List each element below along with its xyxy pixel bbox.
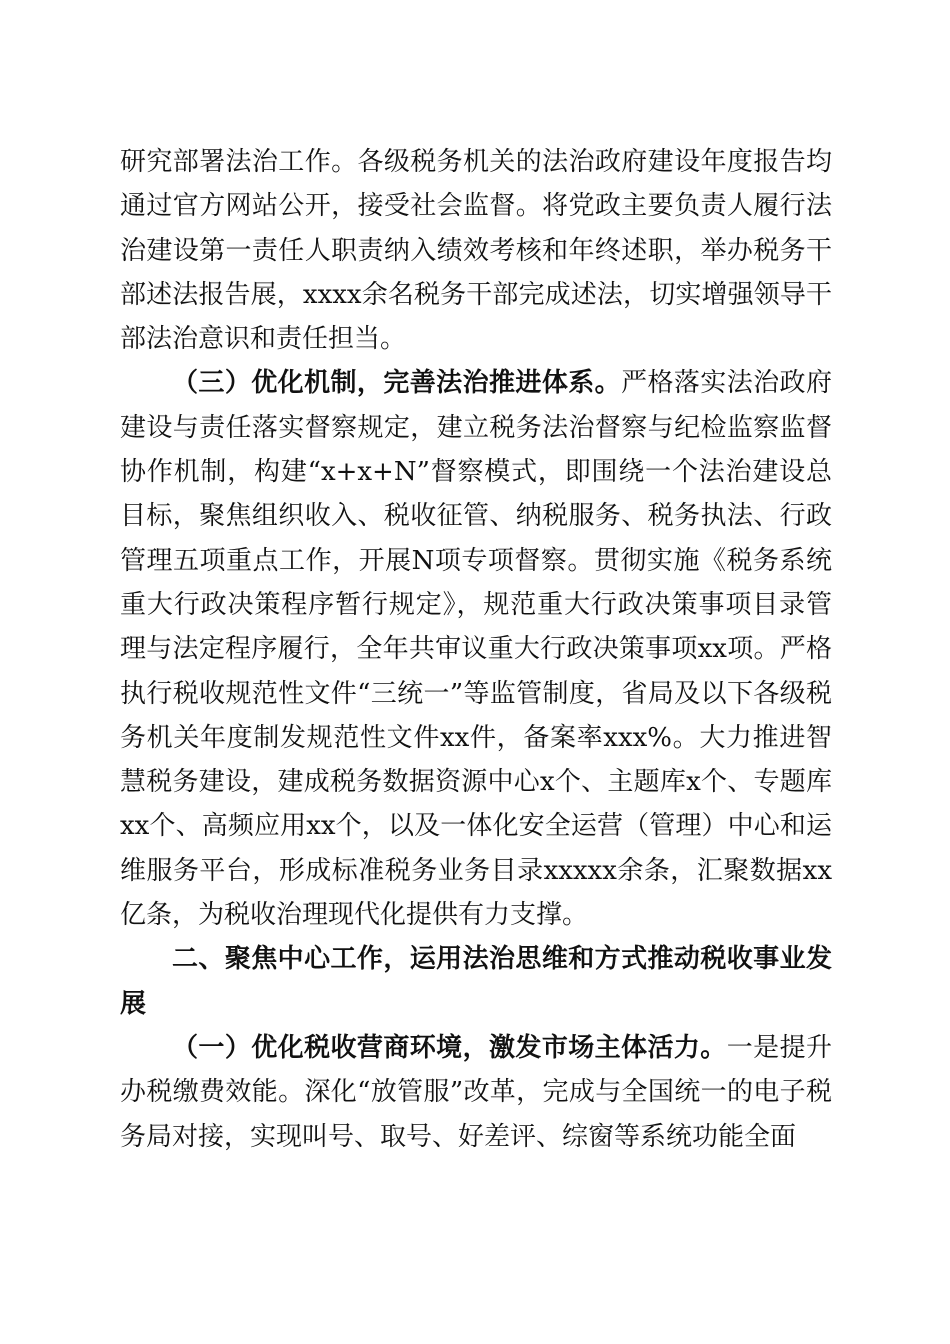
paragraph-1: [120, 140, 832, 361]
paragraph-4: [120, 1026, 832, 1159]
paragraph-2-lead: （三）优化机制，完善法治推进体系。: [172, 368, 622, 399]
section-heading-2: 二、聚焦中心工作，运用法治思维和方式推动税收事业发展: [120, 944, 832, 1019]
paragraph-4-lead: （一）优化税收营商环境，激发市场主体活力。: [172, 1032, 727, 1063]
paragraph-2-text: 严格落实法治政府建设与责任落实督察规定，建立税务法治督察与纪检监察监督协作机制，构建“x+x+N”督察模式，即围绕一个法治建设总目标，聚焦组织收入、税收征管、纳税服务、税务执法、行政管理五项重点工作，开展N项专项督察。贯彻实施《税务系统重大行政决策程序暂行规定》，规范重大行政决策事项目录管理与法定程序履行，全年共审议重大行政决策事项xx项。严格执行税收规范性文件“三统一”等监管制度，省局及以下各级税务机关年度制发规范性文件xx件，备案率xxx%。大力推进智慧税务建设，建成税务数据资源中心x个、主题库x个、专题库xx个、高频应用xx个，以及一体化安全运营（管理）中心和运维服务平台，形成标准税务业务目录xxxxx余条，汇聚数据xx亿条，为税收治理现代化提供有力支撑。: [120, 368, 832, 931]
paragraph-1-text: 研究部署法治工作。各级税务机关的法治政府建设年度报告均通过官方网站公开，接受社会监督。将党政主要负责人履行法治建设第一责任人职责纳入绩效考核和年终述职，举办税务干部述法报告展，xxxx余名税务干部完成述法，切实增强领导干部法治意识和责任担当。: [120, 147, 832, 355]
paragraph-2: [120, 361, 832, 937]
paragraph-4-text: 一是提升办税缴费效能。深化“放管服”改革，完成与全国统一的电子税务局对接，实现叫号、取号、好差评、综窗等系统功能全面: [120, 1032, 832, 1152]
document-page: [120, 140, 832, 1159]
